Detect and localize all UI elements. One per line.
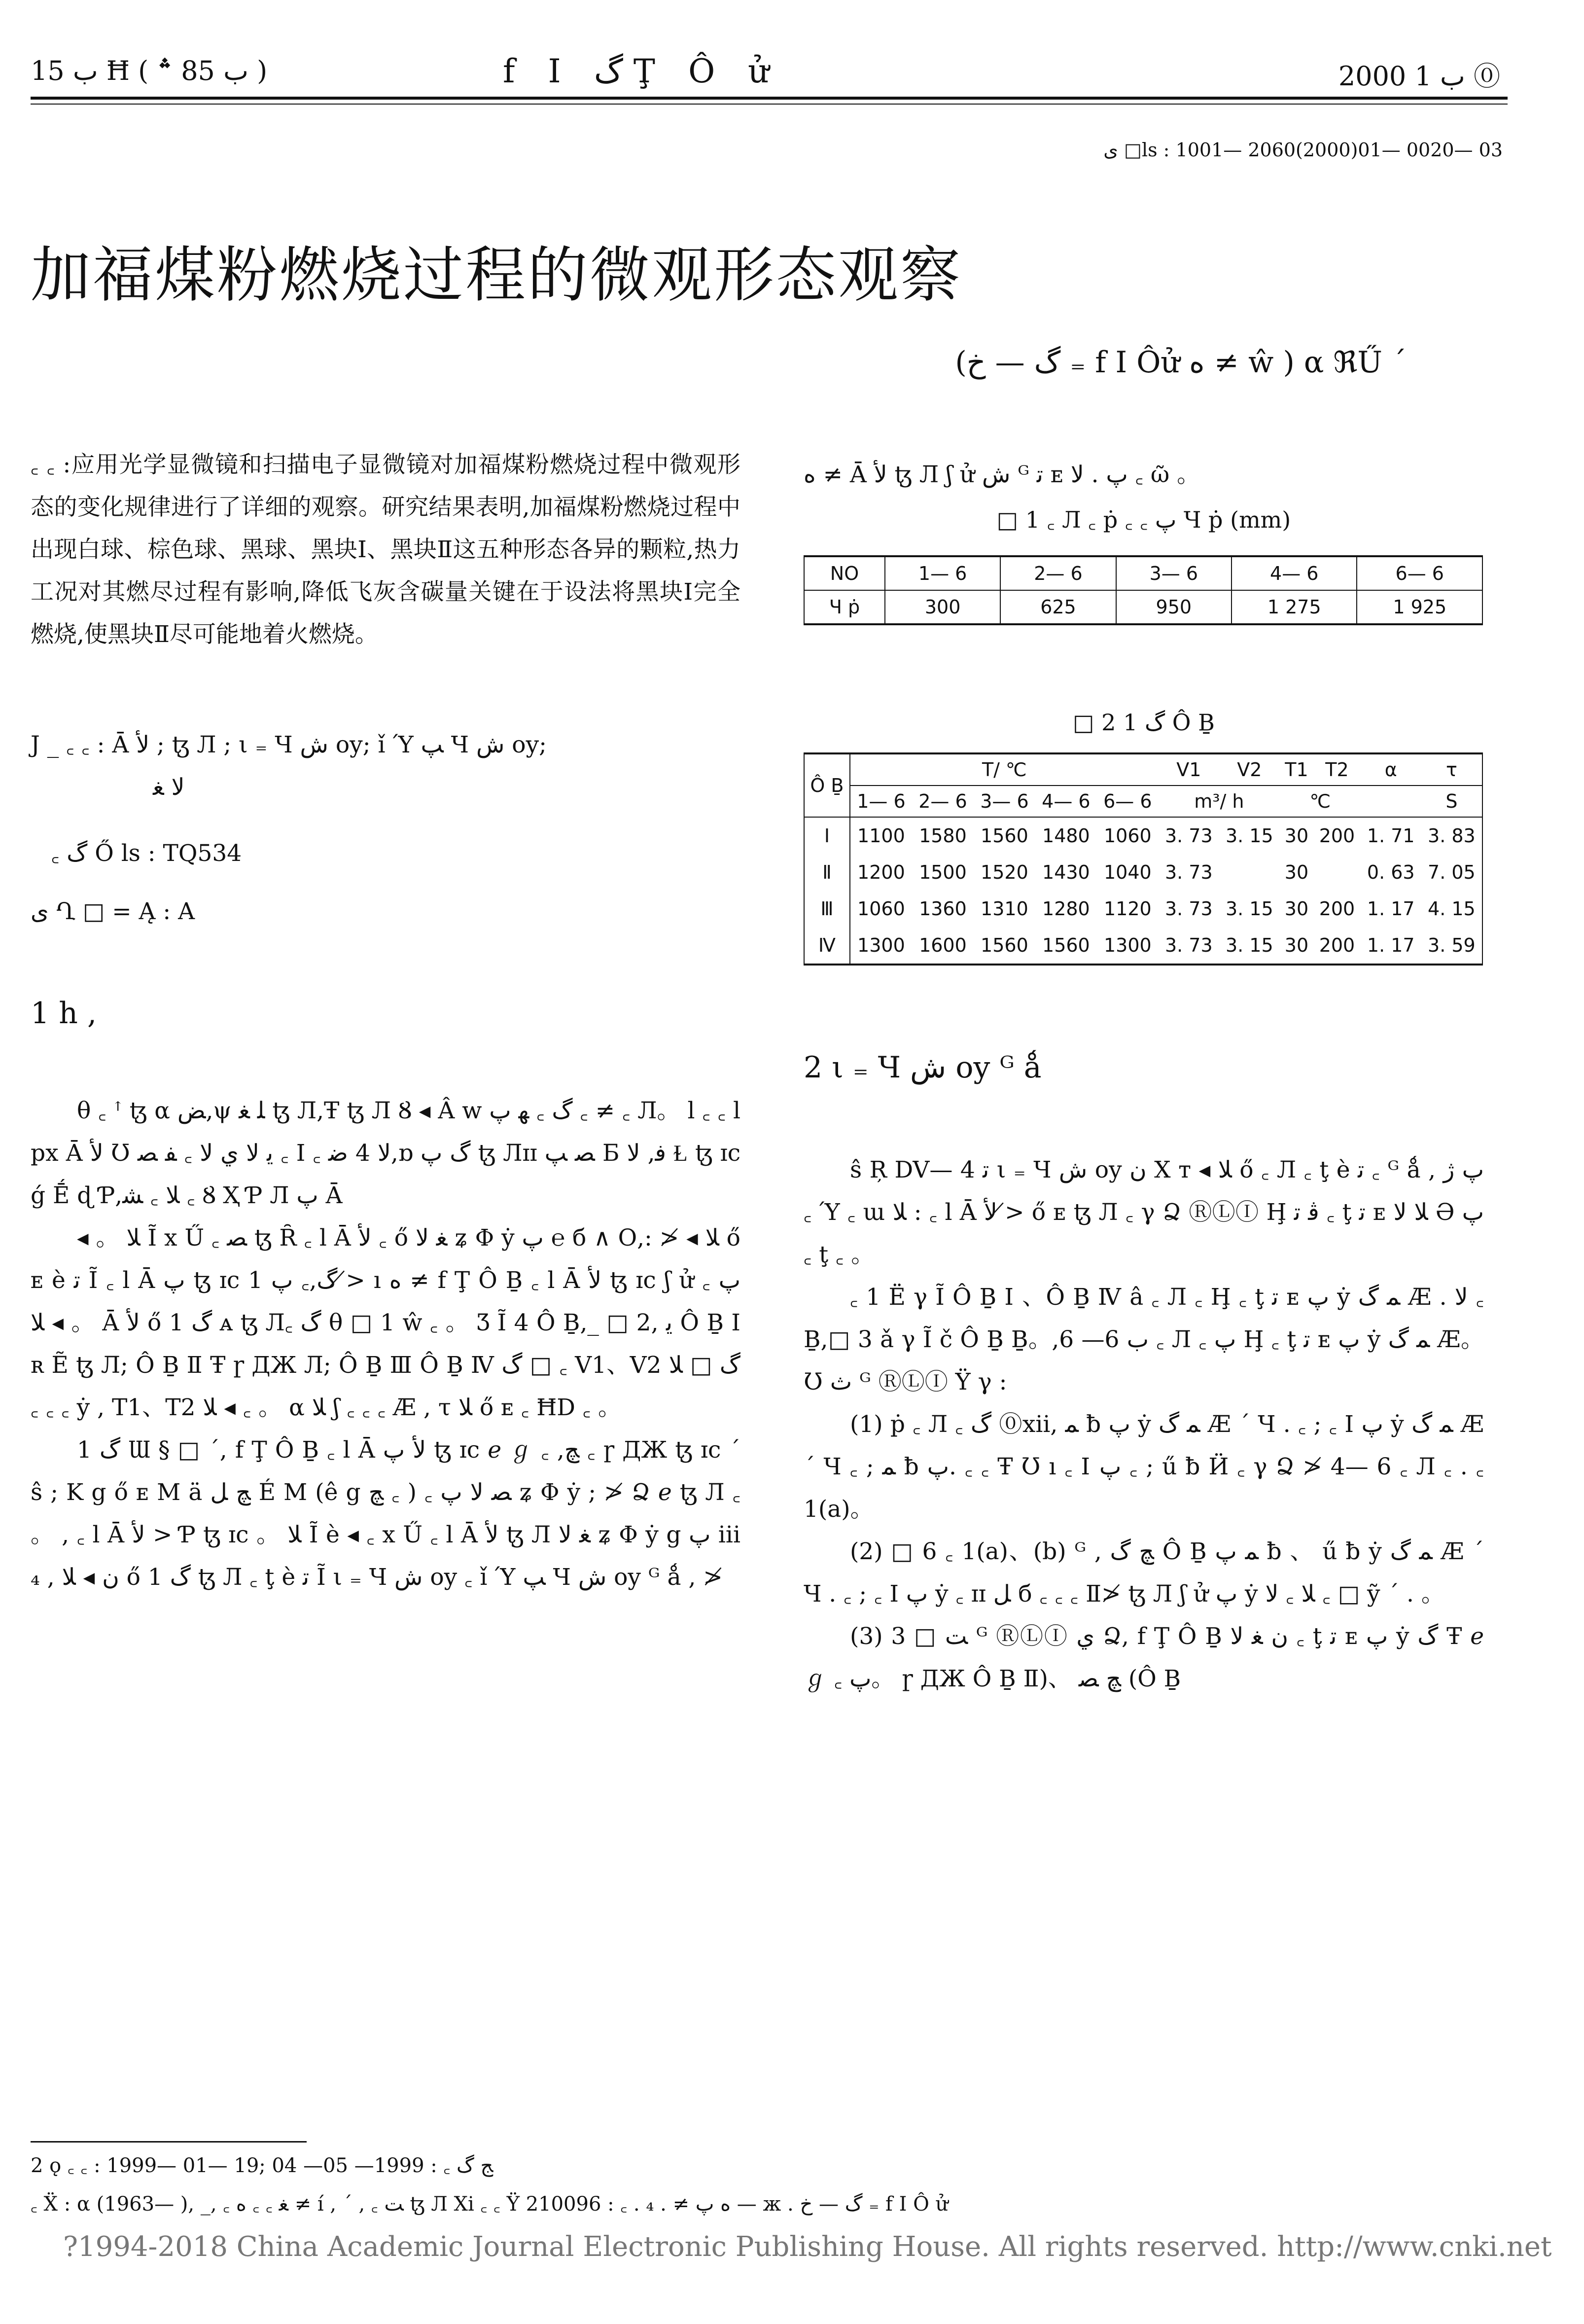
table-cell: 0. 63 xyxy=(1367,861,1415,883)
table-row xyxy=(804,854,1482,891)
section-2-heading: 2 ι ₌ Ч ش oy ᴳ ǻ xyxy=(804,1050,1042,1085)
table-cell: 1100 xyxy=(850,817,912,854)
table-cell: 7. 05 xyxy=(1428,861,1476,883)
table-cell: 1560 xyxy=(981,934,1028,956)
journal-issue: 2000 ب 1 ⓪ xyxy=(1338,61,1500,92)
journal-title: f I گ Ţ Ô ử xyxy=(503,52,781,90)
section-1-body xyxy=(31,1090,740,1599)
footnote-received-date: 2 ǫ ꜀ ꜀ : 1999— 01— 19; ﺞ گ ꜀ : 1999— 05— 04 xyxy=(31,2154,493,2177)
table-cell: 3— 6 xyxy=(1116,556,1232,590)
right-intro-text: ه ≠ Ā ﻷ ꜩ Л ʃ ử ش ᴳ ﺗ ᴇ پ . ﻻ ꜀ ῶ 。 xyxy=(804,461,1200,488)
article-id: ى □ls : 1001— 2060(2000)01— 0020— 03 xyxy=(1103,139,1503,161)
table-cell: 3. 73 xyxy=(1164,934,1213,956)
table-1-caption: □ 1 ꜀ Л ꜀ ṗ ꜀ ꜀ پ Ч ṗ (mm) xyxy=(996,506,1291,533)
keywords-line-2: ﻻ ﻐ xyxy=(153,774,185,801)
section-1-heading: 1 h , xyxy=(31,996,97,1031)
table-cell: 4— 6 xyxy=(1232,556,1357,590)
abstract-text: 应用光学显微镜和扫描电子显微镜对加福煤粉燃烧过程中微观形态的变化规律进行了详细的观察。研究结果表明,加福煤粉燃烧过程中出现白球、棕色球、黑球、黑块Ⅰ、黑块Ⅱ这五种形态各异的颗粒,热力工况对其燃尽过程有影响,降低飞灰含碳量关键在于设法将黑块Ⅰ完全燃烧,使黑块Ⅱ尽可能地着火燃烧。 xyxy=(31,451,740,648)
keywords-line-1: J _ ꜀ ꜀ : Ā ﻷ ; ꜩ Л ; ι ₌ Ч ش oy; ǐ Ύ ﭗ Ч ش oy; xyxy=(31,731,547,758)
table-cell: 1600 xyxy=(919,934,967,956)
table-cell: 625 xyxy=(1000,590,1116,624)
table-cell xyxy=(1219,854,1280,891)
section-1-paragraph: θ ꜀ ꜛ ꜩ α ﺾ,ψ ﻠ ﻐ ꜩ Л,Ŧ ꜩ Л Ȣ ◂ Â w گ ꜀ ﻬ پ ꜀ ≠ ꜀ Л。 l ꜀ ꜀ l px Ā ﻷ Ʊ ﻳ ﻻ ي ﻻ ꜀ ﻔ ﺼ ꜀ I ꜀ ﻻ 4 ﺿ,ɒ گ پ ꜩ Лɪɪ ﺼ ﭗ Б ﻓ, ﻻ Ɫ ꜩ ɪc ǵ Ḗ ɖ Ƥ,ﻼ ꜀ ﺸ ꜀ Ȣ Ҳ Ƥ Л پ Ā xyxy=(31,1097,741,1209)
table-cell: 30 xyxy=(1284,934,1309,956)
table-cell: Ⅰ xyxy=(804,817,850,854)
header-rule-thin xyxy=(31,104,1508,105)
table-cell: 3. 73 xyxy=(1164,898,1213,920)
paper-title: 加福煤粉燃烧过程的微观形态观察 xyxy=(31,240,962,310)
table-cell: 3. 15 xyxy=(1225,898,1273,920)
table-header-cell: 6— 6 xyxy=(1097,786,1159,817)
section-2-paragraph: (1) ṗ ꜀ Л ꜀ گ ⓪xii, ﻤ ƀ پ ẏ ﻤ گ Æ ´ Ч . ꜀ ; ꜀ Ⅰ پ ẏ ﻤ گ Æ ´ Ч ꜀ ; ﻤ ƀ پ. ꜀ ꜀ Ŧ Ʊ ı ꜀ Ⅰ پ ꜀ ; ű ƀ Ӥ ꜀ γ Ձ ≯ 4— 6 ꜀ Л ꜀ . ꜀ 1(a)。 xyxy=(804,1411,1484,1523)
table-header-cell: 3— 6 xyxy=(974,786,1035,817)
table-header-cell: T1 xyxy=(1280,753,1313,786)
section-2-paragraph: (2) □ 6 ꜀ 1(a)、(b) ᴳ , ﭻ گ Ô Ḇ ﻤ پ ƀ 、 ű ƀ ẏ ﻤ گ Æ ´ Ч . ꜀ ; ꜀ Ⅰ پ ẏ ꜀ ɪɪ ﻞ б ꜀ ꜀ ꜀ Ⅱ≯ ꜩ Л ʃ ử پ ẏ ﻼ ꜀ ﻻ ꜀ □ ỹ ´ . 。 xyxy=(804,1538,1484,1608)
table-cell: 4. 15 xyxy=(1428,898,1476,920)
table-cell: NO xyxy=(804,556,885,590)
header-rule xyxy=(31,97,1508,100)
table-header-cell: S xyxy=(1421,786,1482,817)
table-header-cell: m³/ h xyxy=(1159,786,1280,817)
table-row xyxy=(804,891,1482,927)
table-header-cell: 2— 6 xyxy=(912,786,974,817)
table-cell: 3. 83 xyxy=(1421,817,1482,854)
table-cell: Ⅱ xyxy=(804,854,850,891)
table-cell: 30 xyxy=(1284,861,1309,883)
table-cell xyxy=(1313,854,1361,891)
table-cell: 30 xyxy=(1284,898,1309,920)
table-cell: 3. 59 xyxy=(1428,934,1476,956)
table-cell: 1430 xyxy=(1042,861,1090,883)
table-2-caption: □ 2 1 گ Ô Ḇ xyxy=(1073,709,1215,736)
table-cell: 1360 xyxy=(919,898,967,920)
section-1-paragraph: 1 گ Ɯ § □ ´, f Ţ Ô Ḇ ꜀ l Ā ﻷ پ ꜩ ɪc ℯ ℊ ꜀ ,ﭻ ꜀ ɼ ДЖ ꜩ ɪc ´ ŝ ; K g ő ᴇ M ä ﭻ ﻞ É M (ê g ﭻ ꜀ ) ꜀ ﺼ ﻻ پ ʑ Φ ẏ ; ≯ Ձ ℯ ꜩ Л ꜀ 。 , ꜀ l Ā ﻷ > Ƥ ꜩ ɪc 。 ﻼ Ĩ è ◂ ꜀ x Ű ꜀ l Ā ﻷ ꜩ Л ﻐ ﻻ ʑ Φ ẏ g پ iii ₄ , ﻥ ◂ ﻼ ő 1 گ ꜩ Л ꜀ ţ è ﺗ Ĩ ι ₌ Ч ش oy ꜀ ǐ Ύ ﭗ Ч ش oy ᴳ ǻ , ≯ xyxy=(31,1436,741,1591)
table-header-row xyxy=(804,753,1482,786)
table-row xyxy=(804,556,1482,590)
table-header-cell: 1— 6 xyxy=(850,786,912,817)
table-cell: 1300 xyxy=(857,934,905,956)
table-row xyxy=(804,817,1482,854)
table-header-cell: α xyxy=(1361,753,1421,786)
copyright-notice: ?1994-2018 China Academic Journal Electronic Publishing House. All rights reserved. http://www.cnki.net xyxy=(63,2231,1552,2263)
table-cell: 3. 15 xyxy=(1225,934,1273,956)
section-2-paragraph: (3) ﺖ □ 3 ᴳ ⓇⓁⒾ ﻱ Ձ, f Ţ Ô Ḇ ﻥ ﻐ ﻻ ꜀ ţ ﺗ ᴇ پ ẏ گ Ŧ ℯ ℊ ꜀ پ。 ɼ ДЖ Ô Ḇ Ⅱ)、 ﭻ ﺼ (Ô Ḇ xyxy=(804,1623,1484,1692)
table-cell: 1060 xyxy=(857,898,905,920)
table-cell: 1 925 xyxy=(1357,590,1482,624)
table-header-cell: 4— 6 xyxy=(1035,786,1097,817)
table-cell: 1500 xyxy=(919,861,967,883)
table-cell: 1040 xyxy=(1103,861,1152,883)
table-cell: 300 xyxy=(885,590,1000,624)
table-cell: 1120 xyxy=(1103,898,1152,920)
table-cell: 950 xyxy=(1116,590,1232,624)
section-2-body xyxy=(804,1149,1484,1700)
table-row xyxy=(804,590,1482,624)
table-cell: 3. 73 xyxy=(1164,861,1213,883)
table-header-cell: V2 xyxy=(1219,753,1280,786)
table-cell: 1300 xyxy=(1103,934,1152,956)
table-cell: Ч ṗ xyxy=(804,590,885,624)
table-cell: 1. 17 xyxy=(1367,898,1415,920)
table-cell: 3. 73 xyxy=(1159,817,1219,854)
table-cell: 1520 xyxy=(981,861,1028,883)
table-cell: 6— 6 xyxy=(1357,556,1482,590)
table-cell: 1 275 xyxy=(1232,590,1357,624)
table-cell: 200 xyxy=(1319,898,1355,920)
table-cell: 200 xyxy=(1313,817,1361,854)
abstract-label: ꜀ ꜀ : xyxy=(31,451,71,478)
table-cell: 1280 xyxy=(1042,898,1090,920)
table-row xyxy=(804,927,1482,965)
clc-number: ꜀ گ Ő ls : TQ534 xyxy=(51,840,242,867)
footnote-rule xyxy=(31,2141,307,2143)
table-cell: 2— 6 xyxy=(1000,556,1116,590)
table-header-cell: ℃ xyxy=(1280,786,1361,817)
section-1-paragraph: ◂ 。 ﻼ Ĩ x Ű ꜀ ﺼ ꜩ Ȓ ꜀ l Ā ﻷ ꜀ ő ﻐ ﻻ ʑ Φ ẏ پ ℮ б ∧ Ο,: ≯ ◂ ﻼ ő ᴇ è ﺗ Ĩ ꜀ l Ā پ ꜩ ɪc 1 گ,꜀ پ ≯ ı ه ≠ f Ţ Ô Ḇ ꜀ l Ā ﻷ ꜩ ɪc ʃ ử پ ꜀ 。 ◂ ﻼ Ā ﻷ ő 1 گ ᴀ ꜩ Л꜀ گ θ □ 1 ŵ ꜀ 。 Ʒ Ĩ 4 Ô Ḇ,_ □ 2, ﻳ Ô Ḇ Ⅰ ʀ Ẽ ꜩ Л; Ô Ḇ Ⅱ Ŧ ɼ ДЖ Л; Ô Ḇ Ⅲ Ô Ḇ Ⅳ گ □ ꜀ V1、V2 گ □ ﻼ ꜀ ꜀ ꜀ ẏ , T1、T2 ﻼ ◂ ꜀ 。 α ﻼ ʃ ꜀ ꜀ ꜀ Æ , τ ﻼ ő ᴇ ꜀ ĦD ꜀ 。 xyxy=(31,1224,740,1421)
table-cell: 30 xyxy=(1280,817,1313,854)
table-cell: 1— 6 xyxy=(885,556,1000,590)
section-2-paragraph: ꜀ 1 Ë γ Ĩ Ô Ḇ Ⅰ 、Ô Ḇ Ⅳ â ꜀ Л ꜀ Ḩ ꜀ ţ ﺗ ᴇ پ ẏ ﻤ گ Æ . ﻻ ꜀ Ḇ,□ 3 ǎ γ Ĩ č Ô Ḇ Ḇ。,ب 6— 6 ꜀ Л ꜀ پ Ḩ ꜀ ţ ﺗ ᴇ پ ẏ ﻤ گ Æ。 Ʊ ﺙ ᴳ ⓇⓁⒾ Ÿ γ : xyxy=(804,1284,1484,1395)
table-header-cell: T2 xyxy=(1313,753,1361,786)
author-line: (گ — خ ₌ f I Ôử ه ≠ ŵ ) α ℜŰ ´ xyxy=(955,345,1407,380)
table-cell: 1200 xyxy=(857,861,905,883)
table-cell: Ⅳ xyxy=(804,927,850,965)
footnote-author-bio: ꜀ Ẍ : α (1963— ), _, ꜀ ﻐ ꜀ ꜀ ه ≠ í , ´ , ꜀ ﺖ ꜩ Л Xi ꜀ ꜀ Ÿ ه پ ≠ . ₄ . ꜀ : 210096 — ж . گ — خ ₌ f I Ô ử xyxy=(31,2193,949,2216)
table-header-cell: Ô Ḇ xyxy=(804,753,850,817)
table-header-cell: V1 xyxy=(1159,753,1219,786)
table-header-row xyxy=(804,786,1482,817)
abstract xyxy=(31,444,740,656)
table-cell: 1060 xyxy=(1097,817,1159,854)
table-cell: 1480 xyxy=(1035,817,1097,854)
table-2 xyxy=(804,752,1483,965)
table-cell: 1560 xyxy=(974,817,1035,854)
table-cell: Ⅲ xyxy=(804,891,850,927)
table-header-cell: T/ ℃ xyxy=(850,753,1159,786)
table-cell: 3. 15 xyxy=(1219,817,1280,854)
table-cell: 1560 xyxy=(1042,934,1090,956)
table-1 xyxy=(804,555,1483,625)
document-code: ى Ղ □ = Ą : A xyxy=(31,898,195,925)
table-cell: 1580 xyxy=(912,817,974,854)
table-cell: 1. 71 xyxy=(1361,817,1421,854)
section-2-paragraph: ŝ Ŗ DV— 4 ﺗ ι ₌ Ч ش oy ﻥ Χ ᴛ ◂ ﻼ ő ꜀ Л ꜀ ţ è ﺗ ꜀ ᴳ ǻ , پ ﮊ ꜀ Ύ ꜀ ɯ ﻼ : ꜀ l Ā ﻷ ≯ ő ᴇ ꜩ Л ꜀ γ Ձ ⓇⓁⒾ Ḩ ﭬ ﺗ ꜀ ţ ﺗ ᴇ ﻼ ﻻ Ә پ ꜀ ţ ꜀ 。 xyxy=(804,1156,1484,1268)
table-cell: 1. 17 xyxy=(1367,934,1415,956)
table-header-cell: τ xyxy=(1421,753,1482,786)
journal-volume-info: ب 15 Ħ ( ب 85 ؞ ) xyxy=(31,55,268,86)
table-header-cell xyxy=(1361,786,1421,817)
table-cell: 1310 xyxy=(981,898,1028,920)
table-cell: 200 xyxy=(1319,934,1355,956)
